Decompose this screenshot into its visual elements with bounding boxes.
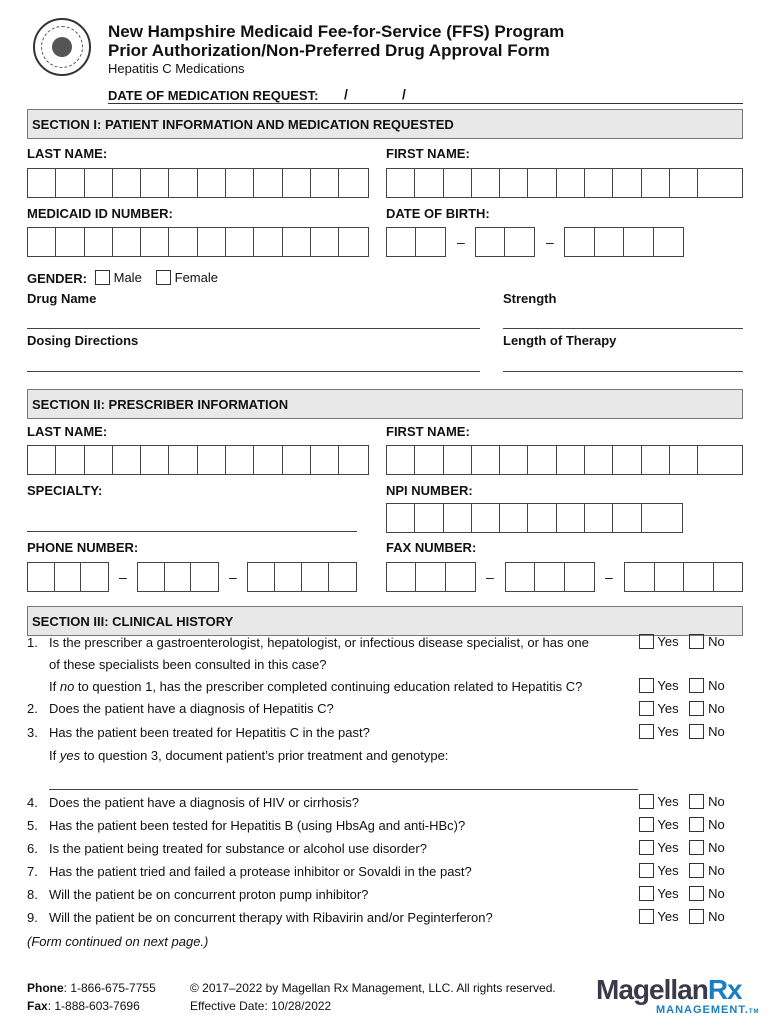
question-8: 8. Will the patient be on concurrent proton pump inhibitor? — [27, 887, 369, 902]
q7-yes-no[interactable]: Yes No — [639, 863, 725, 878]
phone-prefix-boxes[interactable] — [137, 562, 219, 592]
question-3: 3. Has the patient been treated for Hepatitis C in the past? — [27, 725, 370, 740]
patient-first-name-boxes[interactable] — [386, 168, 743, 198]
drug-name-label: Drug Name — [27, 291, 97, 306]
q6-no-checkbox[interactable] — [689, 840, 704, 855]
question-2: 2. Does the patient have a diagnosis of Hepatitis C? — [27, 701, 334, 716]
medicaid-id-boxes[interactable] — [27, 227, 369, 257]
strength-label: Strength — [503, 291, 557, 306]
phone-line-boxes[interactable] — [247, 562, 357, 592]
q9-no-checkbox[interactable] — [689, 909, 704, 924]
q9-yes-checkbox[interactable] — [639, 909, 654, 924]
q1-yes-no[interactable]: Yes No — [639, 634, 725, 649]
patient-last-name-label: LAST NAME: — [27, 146, 108, 161]
q5-no-checkbox[interactable] — [689, 817, 704, 832]
male-checkbox[interactable] — [95, 270, 110, 285]
female-checkbox[interactable] — [156, 270, 171, 285]
q1-yes-checkbox[interactable] — [639, 634, 654, 649]
state-seal-center — [52, 37, 72, 57]
dob-label: DATE OF BIRTH: — [386, 206, 490, 221]
question-9: 9. Will the patient be on concurrent therapy with Ribavirin and/or Peginterferon? — [27, 910, 493, 925]
q3-yes-no[interactable]: Yes No — [639, 724, 725, 739]
q2-yes-checkbox[interactable] — [639, 701, 654, 716]
medicaid-id-label: MEDICAID ID NUMBER: — [27, 206, 173, 221]
date-request-line[interactable] — [108, 103, 743, 104]
dosing-directions-label: Dosing Directions — [27, 333, 139, 348]
length-of-therapy-label: Length of Therapy — [503, 333, 617, 348]
q8-yes-checkbox[interactable] — [639, 886, 654, 901]
fax-line-boxes[interactable] — [624, 562, 743, 592]
q3-no-checkbox[interactable] — [689, 724, 704, 739]
npi-boxes[interactable] — [386, 503, 683, 533]
phone-area-boxes[interactable] — [27, 562, 109, 592]
q5-yes-checkbox[interactable] — [639, 817, 654, 832]
date-slash-2: / — [402, 86, 406, 102]
footer-contact: Phone: 1-866-675-7755 Fax: 1-888-603-7696 — [27, 981, 156, 1013]
patient-first-name-label: FIRST NAME: — [386, 146, 470, 161]
form-title: New Hampshire Medicaid Fee-for-Service (FFS) Program Prior Authorization/Non-Preferred Drug Approval Form — [108, 22, 565, 60]
form-subtitle: Hepatitis C Medications — [108, 61, 245, 76]
q8-no-checkbox[interactable] — [689, 886, 704, 901]
q9-yes-no[interactable]: Yes No — [639, 909, 725, 924]
dob-dash-1: – — [457, 234, 465, 250]
q3-yes-checkbox[interactable] — [639, 724, 654, 739]
question-1: 1. Is the prescriber a gastroenterologist, hepatologist, or infectious disease specialist, or has one — [27, 635, 589, 650]
section-2-header: SECTION II: PRESCRIBER INFORMATION — [27, 389, 743, 419]
fax-label: FAX NUMBER: — [386, 540, 477, 555]
form-continued-note: (Form continued on next page.) — [27, 934, 209, 949]
patient-last-name-boxes[interactable] — [27, 168, 369, 198]
q6-yes-no[interactable]: Yes No — [639, 840, 725, 855]
length-of-therapy-line[interactable] — [503, 371, 743, 372]
q7-no-checkbox[interactable] — [689, 863, 704, 878]
phone-dash-2: – — [229, 569, 237, 585]
male-label: Male — [113, 270, 142, 285]
q7-yes-checkbox[interactable] — [639, 863, 654, 878]
gender-female-option[interactable] — [156, 270, 218, 285]
magellan-rx-logo-subtitle: MANAGEMENT.TM — [656, 1004, 760, 1016]
dob-year-boxes[interactable] — [564, 227, 684, 257]
date-request-label: DATE OF MEDICATION REQUEST: — [108, 88, 319, 103]
fax-area-boxes[interactable] — [386, 562, 476, 592]
question-1-cont: of these specialists been consulted in this case? — [49, 657, 327, 672]
fax-dash-1: – — [486, 569, 494, 585]
q1b-yes-no[interactable]: Yes No — [639, 678, 725, 693]
q1b-no-checkbox[interactable] — [689, 678, 704, 693]
q1b-yes-checkbox[interactable] — [639, 678, 654, 693]
gender-label: GENDER: — [27, 271, 87, 286]
prescriber-last-name-boxes[interactable] — [27, 445, 369, 475]
section-3-header: SECTION III: CLINICAL HISTORY — [27, 606, 743, 636]
question-7: 7. Has the patient tried and failed a protease inhibitor or Sovaldi in the past? — [27, 864, 472, 879]
prior-treatment-line[interactable] — [49, 789, 638, 790]
fax-dash-2: – — [605, 569, 613, 585]
question-3-followup: If yes to question 3, document patient’s prior treatment and genotype: — [49, 748, 449, 763]
date-slash-1: / — [344, 86, 348, 102]
prescriber-first-name-label: FIRST NAME: — [386, 424, 470, 439]
fax-prefix-boxes[interactable] — [505, 562, 595, 592]
question-5: 5. Has the patient been tested for Hepatitis B (using HbsAg and anti-HBc)? — [27, 818, 466, 833]
q4-no-checkbox[interactable] — [689, 794, 704, 809]
female-label: Female — [174, 270, 218, 285]
specialty-label: SPECIALTY: — [27, 483, 103, 498]
phone-label: PHONE NUMBER: — [27, 540, 139, 555]
npi-label: NPI NUMBER: — [386, 483, 473, 498]
q5-yes-no[interactable]: Yes No — [639, 817, 725, 832]
q8-yes-no[interactable]: Yes No — [639, 886, 725, 901]
q4-yes-no[interactable]: Yes No — [639, 794, 725, 809]
magellan-rx-logo: MagellanRx — [596, 974, 742, 1005]
drug-name-line[interactable] — [27, 328, 480, 329]
question-6: 6. Is the patient being treated for substance or alcohol use disorder? — [27, 841, 427, 856]
q2-no-checkbox[interactable] — [689, 701, 704, 716]
q1-no-checkbox[interactable] — [689, 634, 704, 649]
q2-yes-no[interactable]: Yes No — [639, 701, 725, 716]
question-1-followup: If no to question 1, has the prescriber completed continuing education related to Hepatitis C? — [49, 679, 583, 694]
specialty-line[interactable] — [27, 531, 357, 532]
question-4: 4. Does the patient have a diagnosis of HIV or cirrhosis? — [27, 795, 360, 810]
q4-yes-checkbox[interactable] — [639, 794, 654, 809]
section-1-header: SECTION I: PATIENT INFORMATION AND MEDICATION REQUESTED — [27, 109, 743, 139]
gender-male-option[interactable] — [95, 270, 142, 285]
prescriber-last-name-label: LAST NAME: — [27, 424, 108, 439]
footer-copyright: © 2017–2022 by Magellan Rx Management, LLC. All rights reserved. Effective Date: 10/28/2022 — [190, 981, 556, 1013]
phone-dash-1: – — [119, 569, 127, 585]
dosing-directions-line[interactable] — [27, 371, 480, 372]
dob-month-boxes[interactable] — [386, 227, 446, 257]
q6-yes-checkbox[interactable] — [639, 840, 654, 855]
dob-day-boxes[interactable] — [475, 227, 535, 257]
dob-dash-2: – — [546, 234, 554, 250]
strength-line[interactable] — [503, 328, 743, 329]
prescriber-first-name-boxes[interactable] — [386, 445, 743, 475]
